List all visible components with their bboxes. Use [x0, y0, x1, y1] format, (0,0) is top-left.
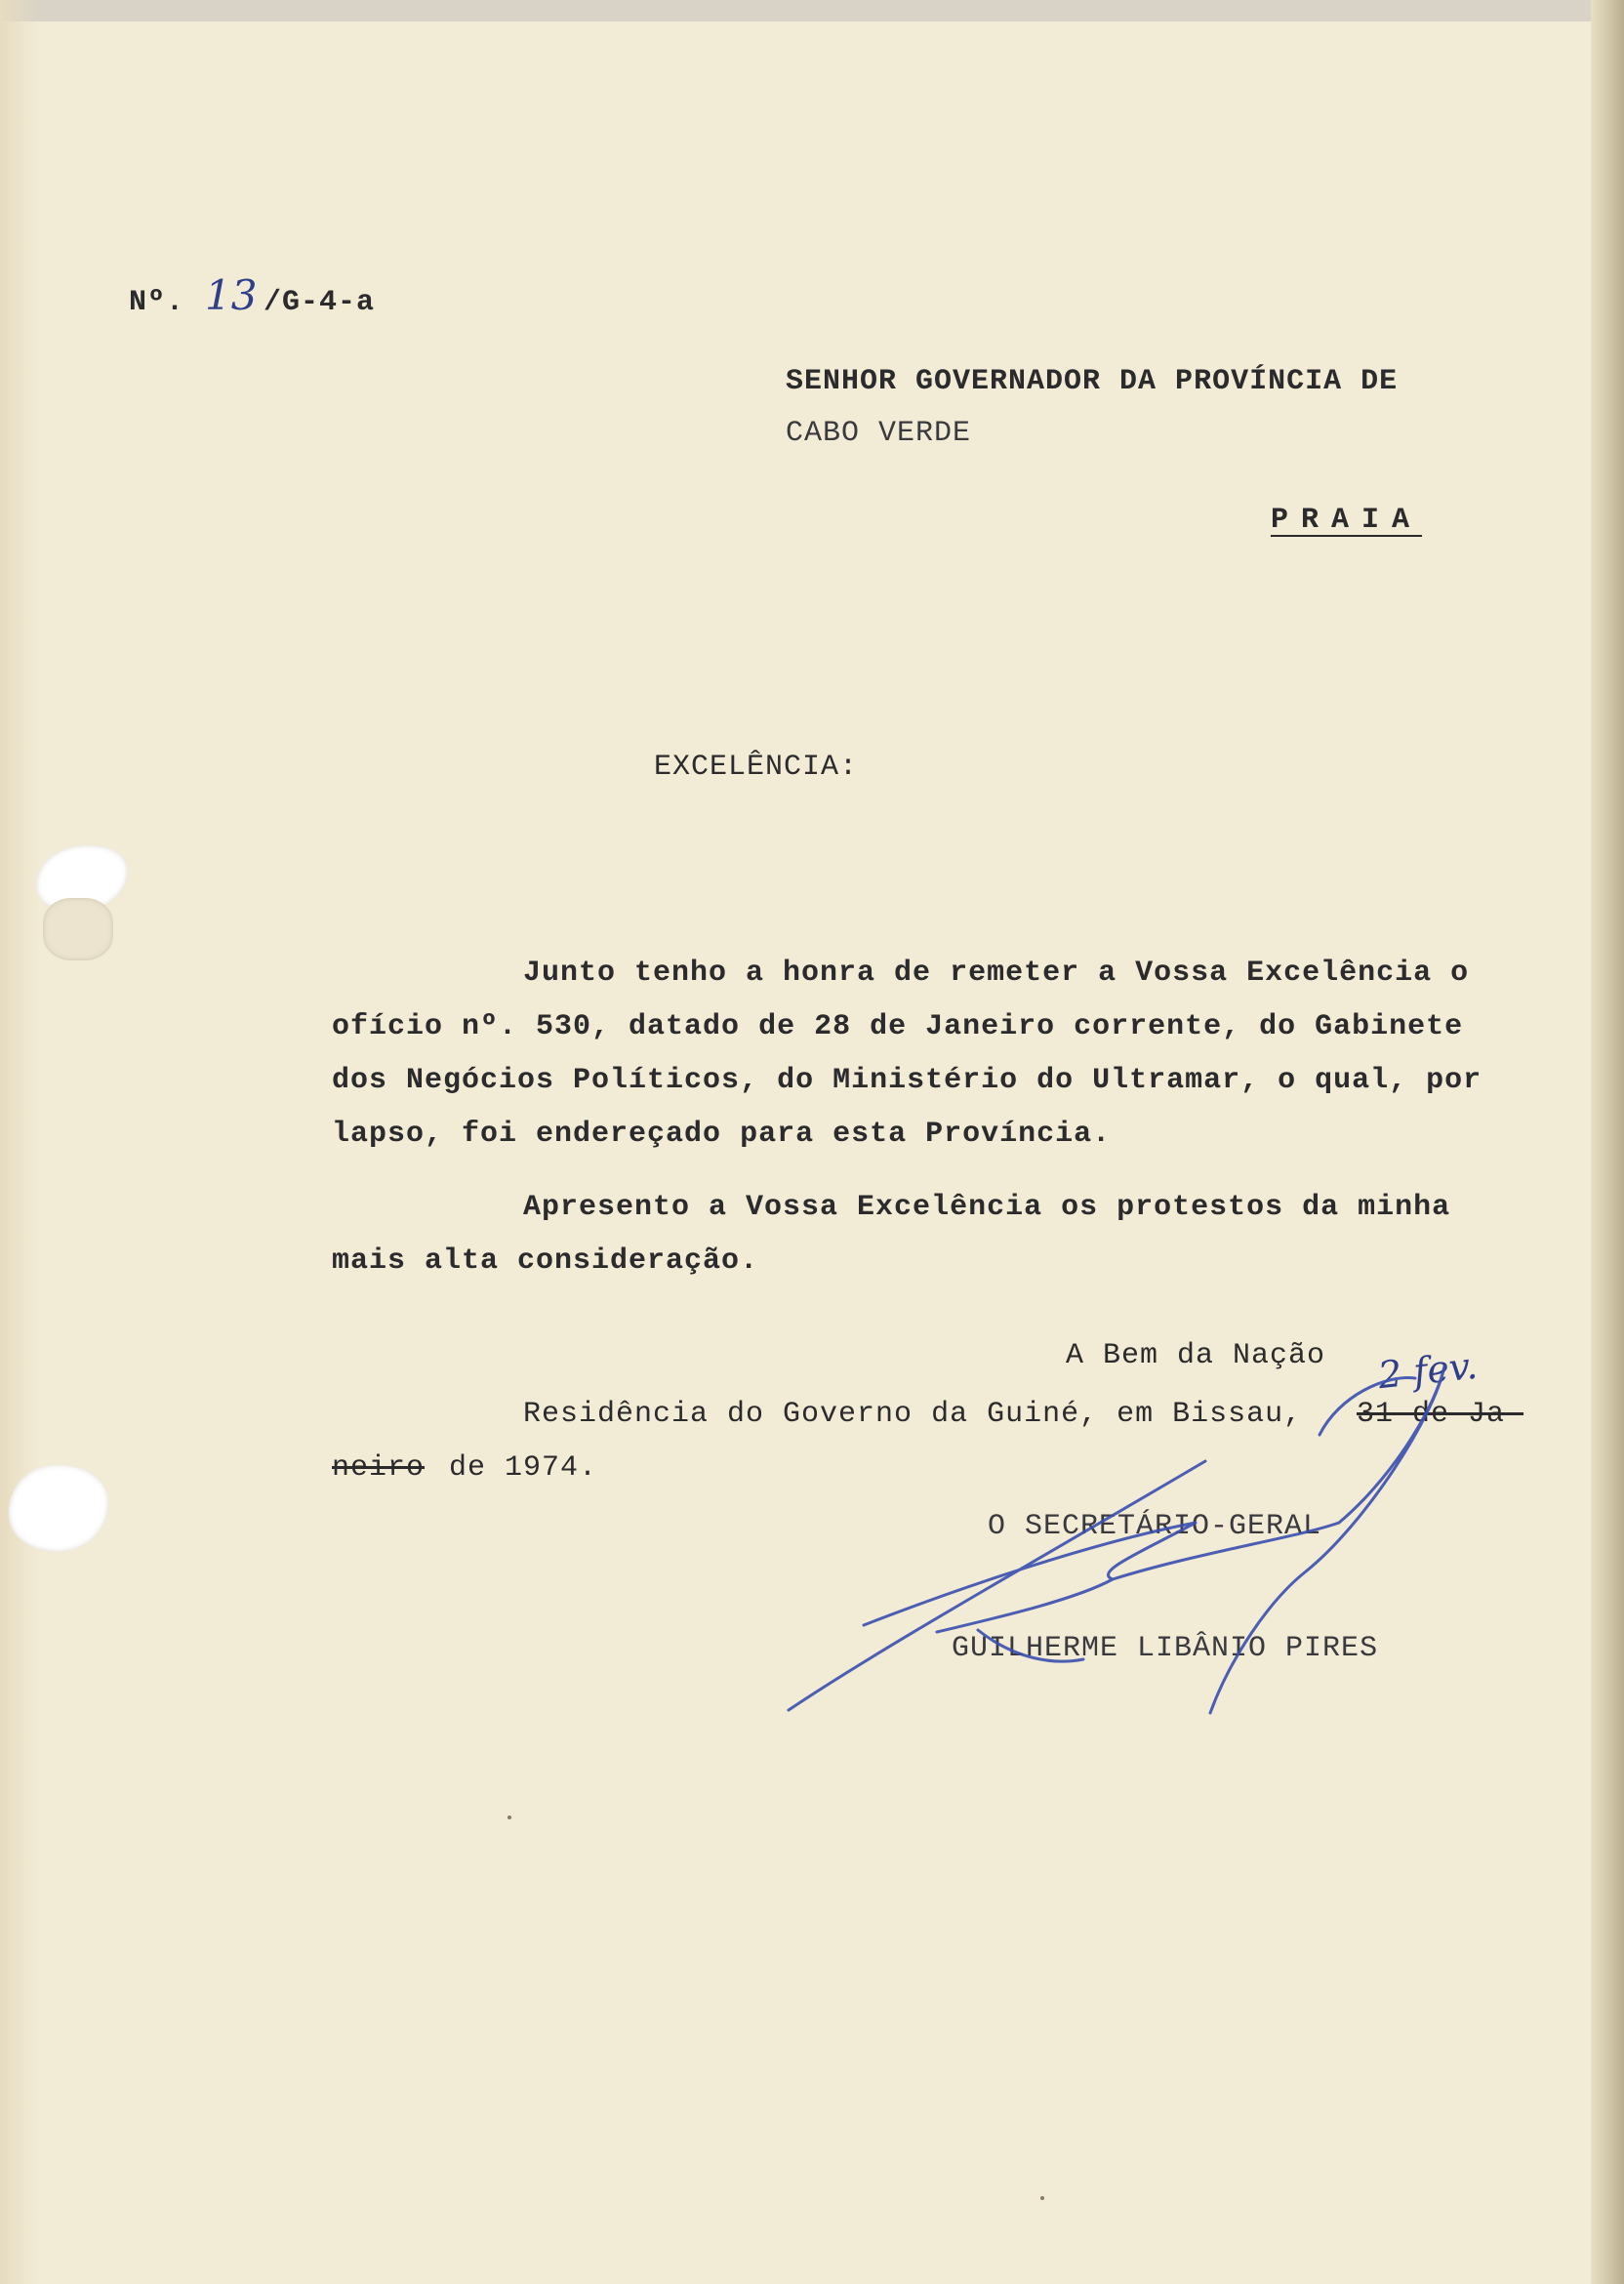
- signatory-name: GUILHERME LIBÂNIO PIRES: [952, 1632, 1379, 1665]
- reference-prefix: Nº.: [129, 286, 185, 319]
- closing-motto: A Bem da Nação: [1066, 1339, 1326, 1372]
- closing-year: de 1974.: [449, 1451, 598, 1485]
- closing-date-struck-1: 31 de Ja-: [1357, 1398, 1524, 1431]
- reference-code: /G-4-a: [264, 286, 376, 319]
- paragraph-1-line-3: dos Negócios Políticos, do Ministério do Ultramar, o qual, por: [332, 1064, 1482, 1097]
- paragraph-2-line-1: Apresento a Vossa Excelência os protestos da minha: [523, 1191, 1451, 1224]
- paragraph-1-line-1: Junto tenho a honra de remeter a Vossa Excelência o: [523, 957, 1470, 990]
- addressee-line-2: CABO VERDE: [786, 417, 972, 450]
- signature-stroke: [1210, 1366, 1444, 1713]
- reference-number-handwritten: 13: [205, 271, 258, 319]
- signature-stroke: [978, 1630, 1083, 1661]
- signature-stroke: [789, 1461, 1205, 1710]
- addressee-city: PRAIA: [1271, 504, 1423, 537]
- paragraph-1-line-4: lapso, foi endereçado para esta Província.: [332, 1118, 1112, 1151]
- paragraph-2-line-2: mais alta consideração.: [332, 1244, 759, 1278]
- signature-stroke: [1320, 1378, 1415, 1435]
- closing-date-handwritten: 2 fev.: [1375, 1343, 1480, 1398]
- paragraph-1-line-2: ofício nº. 530, datado de 28 de Janeiro corrente, do Gabinete: [332, 1010, 1464, 1043]
- closing-date-struck-2: neiro: [332, 1451, 426, 1485]
- salutation: EXCELÊNCIA:: [654, 751, 859, 784]
- signatory-title: O SECRETÁRIO-GERAL: [988, 1510, 1322, 1543]
- closing-place: Residência do Governo da Guiné, em Bissau,: [523, 1398, 1303, 1431]
- addressee-line-1: SENHOR GOVERNADOR DA PROVÍNCIA DE: [786, 365, 1399, 398]
